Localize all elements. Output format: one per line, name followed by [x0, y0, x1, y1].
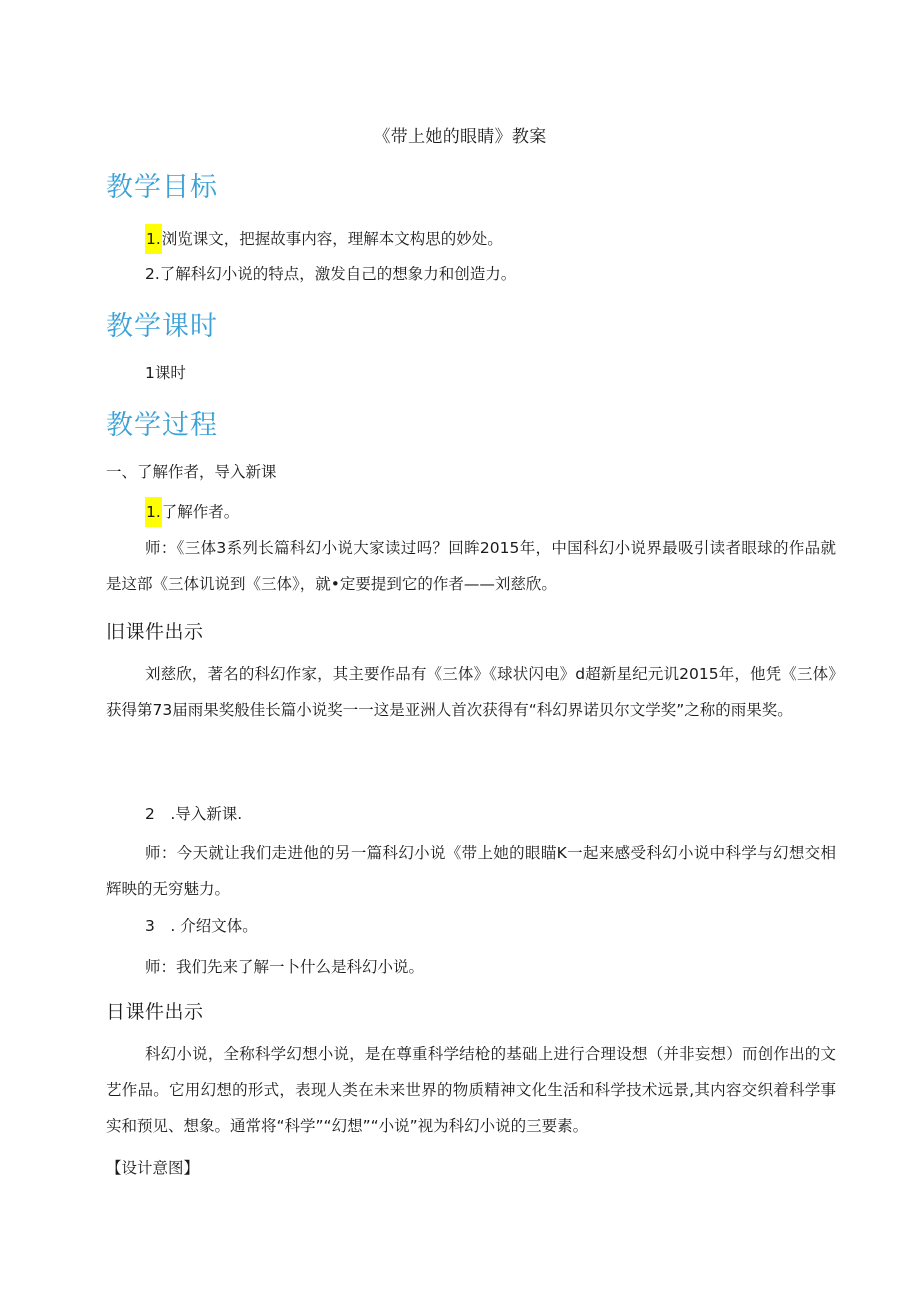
goal-item-2: 2.了解科幻小说的特点，激发自己的想象力和创造力。 — [145, 265, 517, 283]
teacher-paragraph-2: 师：今天就让我们走进他的另一篇科幻小说《带上她的眼瞄K一起来感受科幻小说中科学与幻想交相辉映的无穷魅力。 — [106, 844, 836, 898]
goal-item-1 — [145, 224, 503, 254]
heading-teaching-goals: 教学目标 — [106, 172, 218, 203]
teacher-paragraph-1: 师：《三体3系列长篇科幻小说大家读过吗？回眸2015年，中国科幻小说界最吸引读者眼球的作品就是这部《三体讥说到《三体》，就•定要提到它的作者——刘慈欣。 — [106, 539, 836, 593]
slide-paragraph-1: 刘慈欣，著名的科幻作家，其主要作品有《三体》《球状闪电》d超新星纪元讥2015年，他凭《三体》获得第73届雨果奖般佳长篇小说奖一一这是亚洲人首次获得有“科幻界诺贝尔文学奖”之称的雨果奖。 — [106, 665, 836, 719]
slide-heading-2: 日课件出示 — [106, 1001, 204, 1023]
teacher-paragraph-3: 师：我们先来了解一卜什么是科幻小说。 — [145, 958, 425, 976]
process-step-2: 2 .导入新课. — [145, 805, 243, 823]
goal-item-1-text: 浏览课文，把握故事内容，理解本文构思的妙处。 — [161, 230, 503, 248]
process-step-1-number: 1. — [145, 497, 162, 527]
process-step-1 — [145, 497, 239, 527]
process-step-3: 3 . 介绍文体。 — [145, 917, 258, 935]
document-title: 《带上她的眼睛》教案 — [373, 127, 547, 147]
design-intent-label: 【设计意图】 — [106, 1159, 200, 1177]
heading-teaching-hours: 教学课时 — [106, 311, 218, 342]
process-step-1-text: 了解作者。 — [161, 503, 240, 521]
goal-item-1-number: 1. — [145, 224, 162, 254]
slide-heading-1: 旧课件出示 — [106, 621, 204, 643]
slide-paragraph-2: 科幻小说，全称科学幻想小说，是在尊重科学结枪的基础上进行合理设想（并非妄想）而创作出的文艺作品。它用幻想的形式，表现人类在未来世界的物质精神文化生活和科学技术远景,其内容交织着科学事实和预见、想象。通常将“科学”“幻想”“小说”视为科幻小说的三要素。 — [106, 1045, 836, 1135]
process-part-1: 一、了解作者，导入新课 — [106, 463, 277, 481]
heading-teaching-process: 教学过程 — [106, 410, 218, 441]
teaching-hours-value: 1课时 — [145, 364, 186, 382]
